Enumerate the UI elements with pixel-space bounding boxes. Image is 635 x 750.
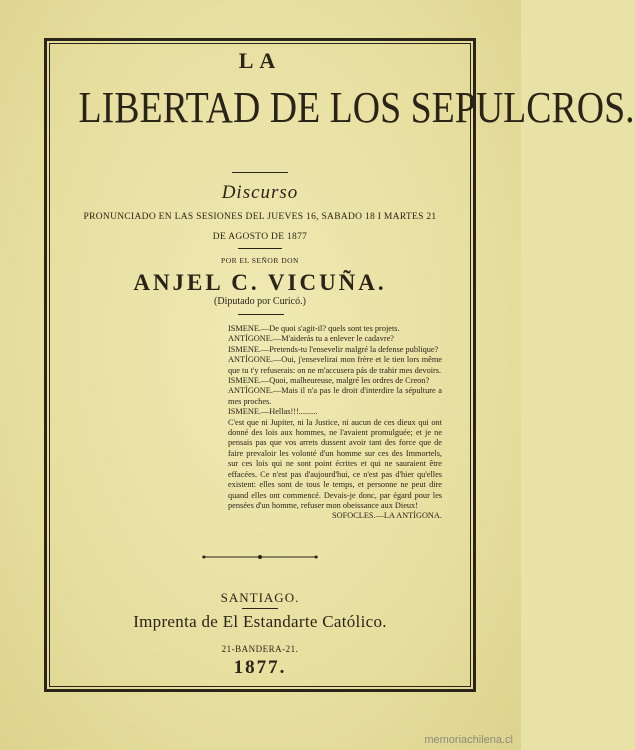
epigraph-signature: SOFOCLES.—LA ANTÍGONA.: [332, 511, 442, 521]
title-article: LA: [238, 48, 282, 73]
printer: Imprenta de El Estandarte Católico.: [133, 612, 387, 631]
epigraph-line: ANTÍGONE.—Mais il n'a pas le droit d'interdire la sépulture a mes proches.: [228, 386, 442, 406]
author-divider: [238, 314, 284, 315]
pronounced-line-1: PRONUNCIADO EN LAS SESIONES DEL JUEVES 16, SABADO 18 I MARTES 21: [83, 212, 437, 222]
by-line: POR EL SEÑOR DON: [221, 256, 299, 265]
watermark: memoriachilena.cl: [424, 734, 513, 746]
epigraph-line: C'est que ni Jupiter, ni la Justice, ni aucun de ces dieux qui ont donné des lois aux hommes, ne l'avaient promulguée; et je ne pensais pas que vos arrets dussent avoir tant des force que de faire prevaloir les volonté d'un homme sur ces des Immortels, sur ces lois qui ne sont point écrites et qui ne sauraient être effacées. Ce n'est pas d'aujourd'hui, ce n'est pas d'hier qu'elles existent: elles sont de tous le temps, et personne ne peut dire quand elles ont commencé. Devais-je donc, par égard pour les pensées d'un homme, refuser mon obeissance aux Dieux!: [228, 417, 442, 510]
epigraph-line: ISMENE.—Hellas!!!.........: [228, 407, 318, 417]
city-divider: [242, 608, 278, 609]
publication-year: 1877.: [233, 657, 287, 678]
epigraph-line: ANTÍGONE.—M'aiderás tu a enlever le cadavre?: [228, 334, 394, 344]
author-role: (Diputado por Curicó.): [214, 296, 306, 307]
title-divider: [232, 172, 288, 173]
epigraph-line: ANTÍGONE.—Oui, j'ensevelirai mon frère et le tien lors même que tu t'y refuserais: on ne m'accusera pás de trahir mes devoirs.: [228, 355, 442, 375]
author-name: ANJEL C. VICUÑA.: [133, 270, 387, 295]
printer-address: 21-BANDERA-21.: [221, 644, 299, 654]
ornament-divider-icon: [200, 552, 320, 562]
epigraph-line: ISMENE.—De quoi s'agit-il? quels sont tes projets.: [228, 324, 400, 333]
short-divider: [238, 248, 282, 249]
epigraph-block: [228, 324, 442, 522]
pronounced-line-2: DE AGOSTO DE 1877: [212, 232, 308, 242]
city: SANTIAGO.: [220, 590, 300, 605]
epigraph-line: ISMENE.—Quoi, malheureuse, malgré les ordres de Creon?: [228, 376, 430, 386]
epigraph-line: ISMENE.—Pretends-tu l'ensevelir malgré la defense publique?: [228, 344, 439, 354]
main-title: LIBERTAD DE LOS SEPULCROS.: [78, 83, 635, 132]
subtitle: Discurso: [221, 182, 299, 203]
